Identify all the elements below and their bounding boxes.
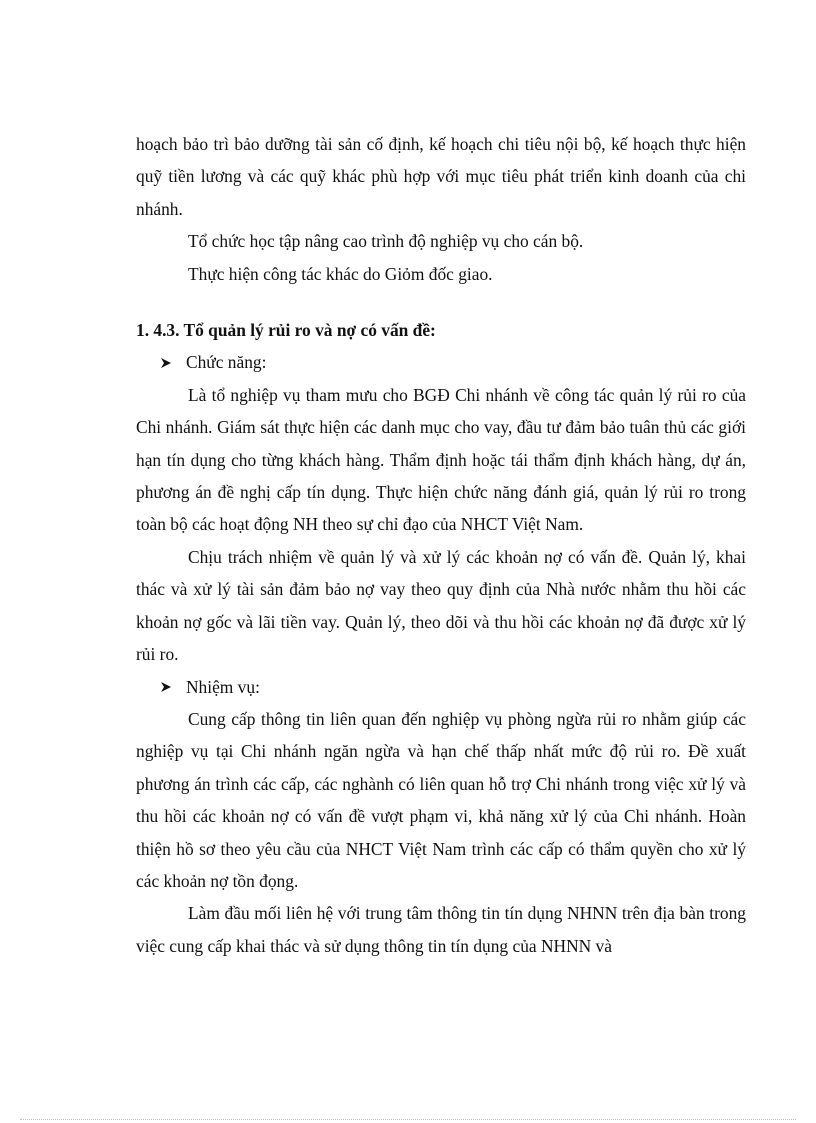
paragraph-duties-2: Làm đầu mối liên hệ với trung tâm thông tin tín dụng NHNN trên địa bàn trong việc cung cấp khai thác và sử dụng thông tin tín dụng của NHNN và <box>136 903 746 956</box>
paragraph-functions-2: Chịu trách nhiệm về quản lý và xử lý các khoản nợ có vấn đề. Quản lý, khai thác và xử lý tài sản đảm bảo nợ vay theo quy định của Nhà nước nhằm thu hồi các khoản nợ gốc và lãi tiền vay. Quản lý, theo dõi và thu hồi các khoản nợ đã được xử lý rủi ro. <box>136 546 746 665</box>
paragraph-plan-continuation: hoạch bảo trì bảo dưỡng tài sản cố định, kế hoạch chi tiêu nội bộ, kế hoạch thực hiện quỹ tiền lương và các quỹ khác phù hợp với mục tiêu phát triển kinh doanh của chi nhánh. <box>136 134 746 219</box>
arrowhead-bullet-icon <box>160 681 172 693</box>
paragraph-duties-1: Cung cấp thông tin liên quan đến nghiệp vụ phòng ngừa rủi ro nhằm giúp các nghiệp vụ tại Chi nhánh ngăn ngừa và hạn chế thấp nhất mức độ rủi ro. Đề xuất phương án trình các cấp, các nghành có liên quan hỗ trợ Chi nhánh trong việc xử lý và thu hồi các khoản nợ có vấn đề vượt phạm vi, khả năng xử lý của Chi nhánh. Hoàn thiện hồ sơ theo yêu cầu của NHCT Việt Nam trình các cấp có thẩm quyền cho xử lý các khoản nợ tồn đọng. <box>136 708 746 891</box>
document-body <box>136 128 746 962</box>
paragraph-training: Tổ chức học tập nâng cao trình độ nghiệp vụ cho cán bộ. <box>188 231 584 252</box>
arrowhead-bullet-icon <box>160 357 172 369</box>
page-bottom-divider <box>20 1119 796 1120</box>
bullet-functions <box>136 346 746 378</box>
bullet-duties-label: Nhiệm vụ: <box>186 676 260 697</box>
section-heading: 1. 4.3. Tổ quản lý rủi ro và nợ có vấn đề: <box>136 320 436 341</box>
paragraph-functions-1: Là tổ nghiệp vụ tham mưu cho BGĐ Chi nhánh về công tác quản lý rủi ro của Chi nhánh. Giám sát thực hiện các danh mục cho vay, đầu tư đảm bảo tuân thủ các giới hạn tín dụng cho từng khách hàng. Thẩm định hoặc tái thẩm định khách hàng, dự án, phương án đề nghị cấp tín dụng. Thực hiện chức năng đánh giá, quản lý rủi ro trong toàn bộ các hoạt động NH theo sự chỉ đạo của NHCT Việt Nam. <box>136 384 746 535</box>
paragraph-other-tasks: Thực hiện công tác khác do Giỏm đốc giao. <box>188 263 493 284</box>
bullet-duties <box>136 671 746 703</box>
bullet-functions-label: Chức năng: <box>186 352 267 373</box>
